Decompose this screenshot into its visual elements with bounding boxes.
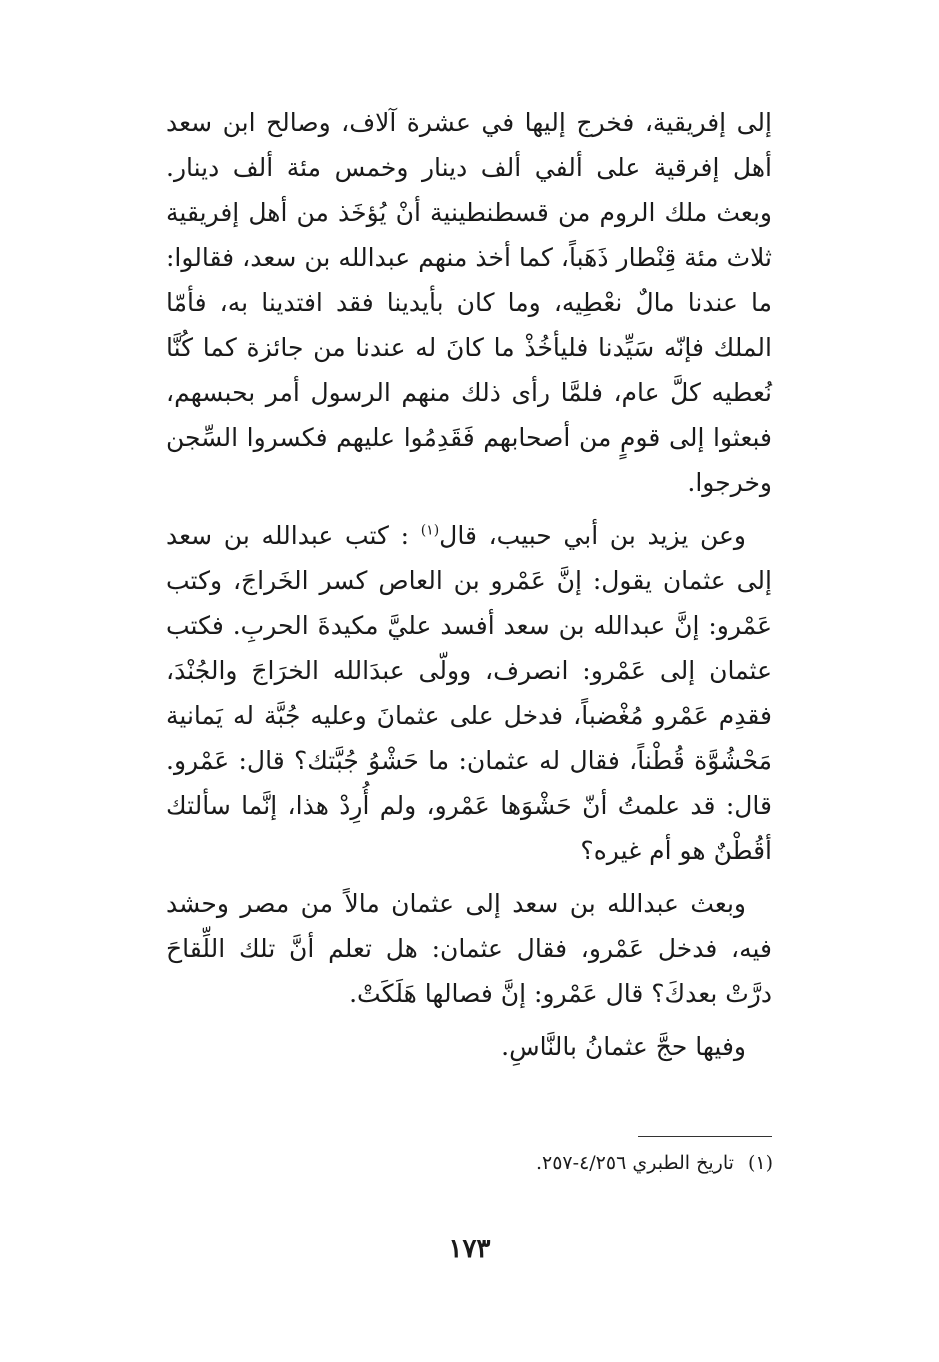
- paragraph-1: إلى إفريقية، فخرج إليها في عشرة آلاف، وصالح ابن سعد أهل إفرقية على ألفي ألف دينار وخمس مئة ألف دينار. وبعث ملك الروم من قسطنطينية أنْ يُؤخَذ من أهل إفريقية ثلاث مئة قِنْطار ذَهَباً، كما أخذ منهم عبدالله بن سعد، فقالوا: ما عندنا مالٌ نعْطِيه، وما كان بأيدينا فقد افتدينا به، فأمّا الملك فإنّه سَيِّدنا فليأخُذْ ما كانَ له عندنا من جائزة كما كُنَّا نُعطيه كلَّ عام، فلمَّا رأى ذلك منهم الرسول أمر بحبسهم، فبعثوا إلى قومٍ من أصحابهم فَقَدِمُوا عليهم فكسروا السِّجن وخرجوا.: [166, 108, 772, 497]
- footnote: [536, 1148, 773, 1178]
- footnote-text: تاريخ الطبري ٤/٢٥٦-٢٥٧.: [535, 1152, 734, 1174]
- paragraph-4: وفيها حجَّ عثمانُ بالنَّاسِ.: [501, 1032, 746, 1061]
- footnote-divider: [638, 1136, 772, 1137]
- main-text: [166, 100, 772, 1077]
- paragraph-2-text-before: وعن يزيد بن أبي حبيب، قال: [439, 521, 746, 550]
- footnote-reference: (١): [420, 522, 440, 539]
- paragraph-2: [166, 513, 772, 873]
- paragraph-3: وبعث عبدالله بن سعد إلى عثمان مالاً من مصر وحشد فيه، فدخل عَمْرو، فقال عثمان: هل تعلم أنَّ تلك اللِّقاحَ درَّتْ بعدكَ؟ قال عَمْرو: إنَّ فصالها هَلَكَتْ.: [166, 889, 772, 1008]
- paragraph-2-text-after: : كتب عبدالله بن سعد إلى عثمان يقول: إنَّ عَمْرو بن العاص كسر الخَراجَ، وكتب عَمْرو: إنَّ عبدالله بن سعد أفسد عليَّ مكيدةَ الحربِ. فكتب عثمان إلى عَمْرو: انصرف، وولّى عبدَالله الخرَاجَ والجُنْدَ، فقدِم عَمْرو مُغْضباً، فدخل على عثمانَ وعليه جُبَّة له يَمانية مَحْشُوَّة قُطْناً، فقال له عثمان: ما حَشْوُ جُبَّتك؟ قال: عَمْرو. قال: قد علمتُ أنّ حَشْوَها عَمْرو، ولم أُرِدْ هذا، إنَّما سألتك أقُطْنٌ هو أم غيره؟: [166, 521, 772, 865]
- footnote-number: (١): [747, 1152, 773, 1174]
- page-number: ١٧٣: [448, 1234, 491, 1264]
